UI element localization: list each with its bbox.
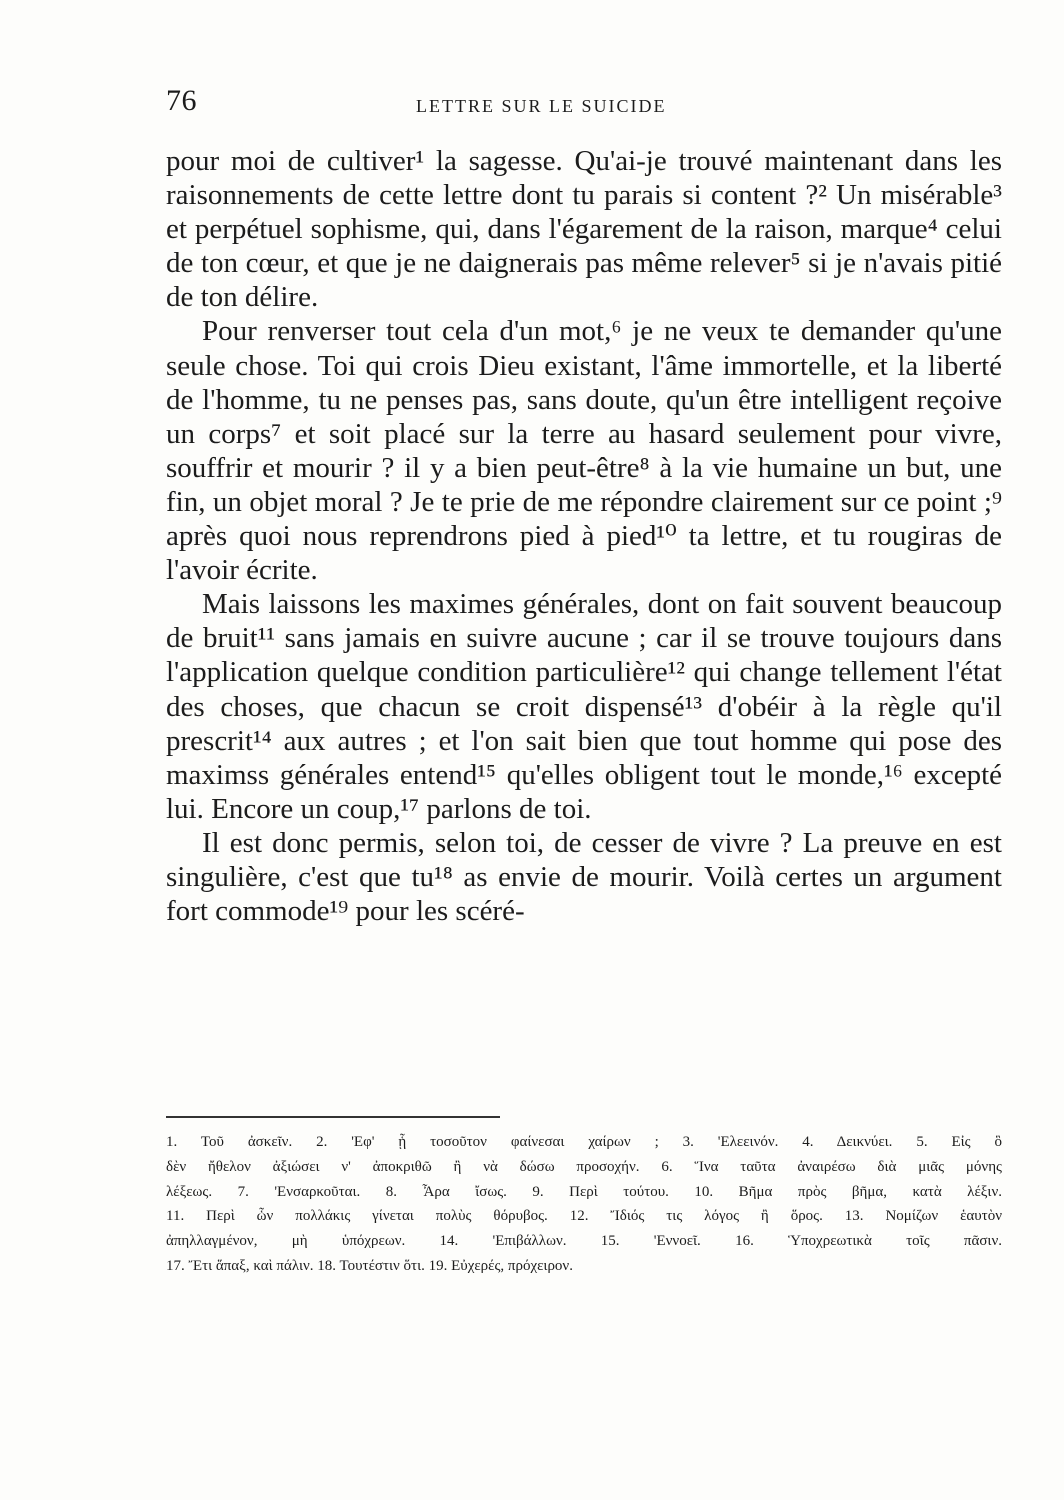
paragraph-3: Mais laissons les maximes générales, dont on fait souvent beaucoup de bruit¹¹ sans jamais en suivre aucune ; car il se trouve toujours dans l'application quelque condition particulière¹² qui change tellement l'état des choses, que chacun se croit dispensé¹³ d'obéir à la règle qu'il prescrit¹⁴ aux autres ; et l'on sait bien que tout homme qui pose des maximss générales entend¹⁵ qu'elles obligent tout le monde,¹⁶ excepté lui. Encore un coup,¹⁷ parlons de toi. [166, 588, 1002, 825]
paragraph-4: Il est donc permis, selon toi, de cesser de vivre ? La preuve en est singulière, c'est que tu¹⁸ as envie de mourir. Voilà certes un argument fort commode¹⁹ pour les scéré- [166, 826, 1002, 928]
footnote-divider [166, 1116, 500, 1118]
footnote-line: ἀπηλλαγμένον, μὴ ὑπόχρεων. 14. 'Επιβάλλων. 15. 'Εννοεῖ. 16. Ὑποχρεωτικὰ τοῖς πᾶσιν. [166, 1233, 1002, 1250]
paragraph-2: Pour renverser tout cela d'un mot,⁶ je ne veux te demander qu'une seule chose. Toi qui crois Dieu existant, l'âme immortelle, et la liberté de l'homme, tu ne penses pas, sans doute, qu'un être intelligent reçoive un corps⁷ et soit placé sur la terre au hasard seulement pour vivre, souffrir et mourir ? il y a bien peut-être⁸ à la vie humaine un but, une fin, un objet moral ? Je te prie de me répondre clairement sur ce point ;⁹ après quoi nous reprendrons pied à pied¹⁰ ta lettre, et tu rougiras de l'avoir écrite. [166, 315, 1002, 587]
footnote-line: 17. Ἔτι ἅπαξ, καὶ πάλιν. 18. Τουτέστιν ὅτι. 19. Εὐχερές, πρόχειρον. [166, 1257, 573, 1274]
footnote-line: δὲν ἤθελον ἀξιώσει ν' ἀποκριθῶ ἢ νὰ δώσω προσοχήν. 6. Ἵνα ταῦτα ἀναιρέσω διὰ μιᾶς μόνης [166, 1158, 1002, 1175]
footnotes [166, 1130, 1002, 1279]
body-text [166, 144, 1002, 928]
paragraph-1: pour moi de cultiver¹ la sagesse. Qu'ai-je trouvé maintenant dans les raisonnements de cette lettre dont tu parais si content ?² Un misérable³ et perpétuel sophisme, qui, dans l'égarement de la raison, marque⁴ celui de ton cœur, et que je ne daignerais pas même relever⁵ si je n'avais pitié de ton délire. [166, 145, 1002, 314]
page-header [166, 84, 1002, 124]
footnote-line: λέξεως. 7. 'Ενσαρκοῦται. 8. Ἆρα ἴσως. 9. Περὶ τούτου. 10. Βῆμα πρὸς βῆμα, κατὰ λέξιν. [166, 1183, 1002, 1200]
running-title: LETTRE SUR LE SUICIDE [416, 96, 667, 116]
page-number: 76 [166, 84, 197, 117]
footnote-line: 1. Τοῦ ἀσκεῖν. 2. 'Εφ' ᾗ τοσοῦτον φαίνεσαι χαίρων ; 3. 'Ελεεινόν. 4. Δεικνύει. 5. Εἰς ὃ [166, 1134, 1002, 1150]
footnote-line: 11. Περὶ ὧν πολλάκις γίνεται πολὺς θόρυβος. 12. Ἴδιός τις λόγος ἢ ὅρος. 13. Νομίζων ἑαυτὸν [166, 1208, 1002, 1225]
